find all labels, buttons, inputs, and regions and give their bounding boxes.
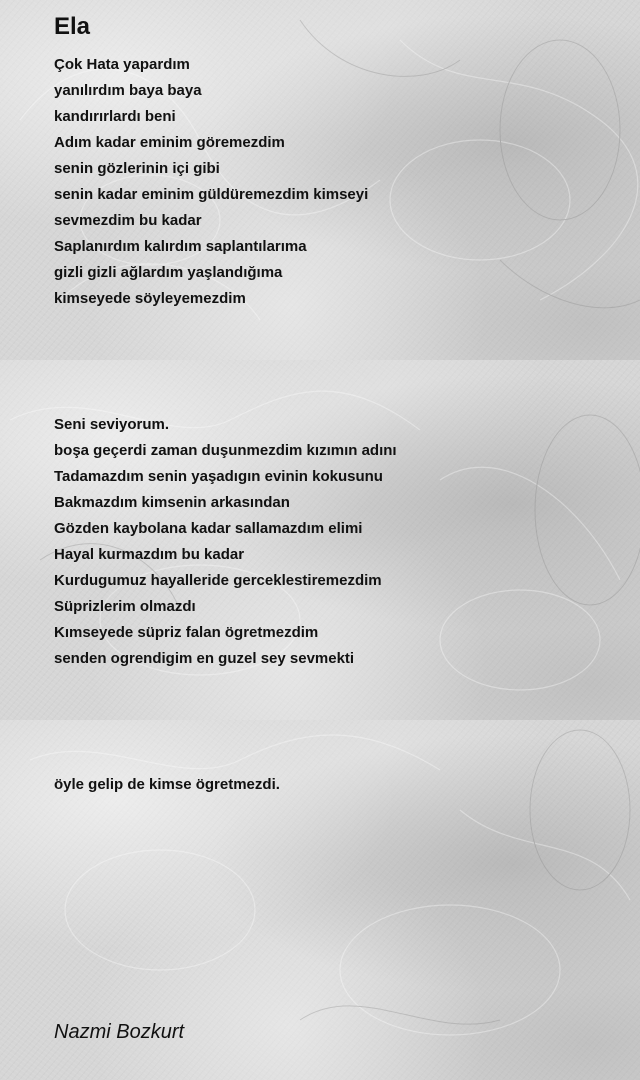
poem-line: kandırırlardı beni xyxy=(54,108,176,125)
poem-line: Kımseyede süpriz falan ögretmezdim xyxy=(54,624,319,641)
poem-line: öyle gelip de kimse ögretmezdi. xyxy=(54,776,280,793)
poem-title: Ela xyxy=(54,13,91,40)
poem-stanza-2 xyxy=(54,412,397,672)
poem-line: yanılırdım baya baya xyxy=(54,82,202,99)
poem-line: senin gözlerinin içi gibi xyxy=(54,160,220,177)
poem-line: Süprizlerim olmazdı xyxy=(54,598,196,615)
poem-line: Çok Hata yapardım xyxy=(54,56,190,73)
poem-line: senden ogrendigim en guzel sey sevmekti xyxy=(54,650,355,667)
poem-line: Hayal kurmazdım bu kadar xyxy=(54,546,245,563)
poem-line: Kurdugumuz hayalleride gerceklestiremezdim xyxy=(54,572,382,589)
poem-line: senin kadar eminim güldüremezdim kimseyi xyxy=(54,186,369,203)
poem-line: Seni seviyorum. xyxy=(54,416,170,433)
poem-line: Gözden kaybolana kadar sallamazdım elimi xyxy=(54,520,363,537)
poem-line: Bakmazdım kimsenin arkasından xyxy=(54,494,290,511)
poem-stanza-3 xyxy=(54,772,280,798)
poem-author: Nazmi Bozkurt xyxy=(54,1021,185,1043)
poem-line: gizli gizli ağlardım yaşlandığıma xyxy=(54,264,283,281)
poem-line: boşa geçerdi zaman duşunmezdim kızımın adını xyxy=(54,442,397,459)
poem-line: Saplanırdım kalırdım saplantılarıma xyxy=(54,238,307,255)
poem-line: Tadamazdım senin yaşadıgın evinin kokusunu xyxy=(54,468,383,485)
poem-line: kimseyede söyleyemezdim xyxy=(54,290,246,307)
poem-stanza-1 xyxy=(54,52,368,312)
poem-line: Adım kadar eminim göremezdim xyxy=(54,134,285,151)
poem-line: sevmezdim bu kadar xyxy=(54,212,202,229)
